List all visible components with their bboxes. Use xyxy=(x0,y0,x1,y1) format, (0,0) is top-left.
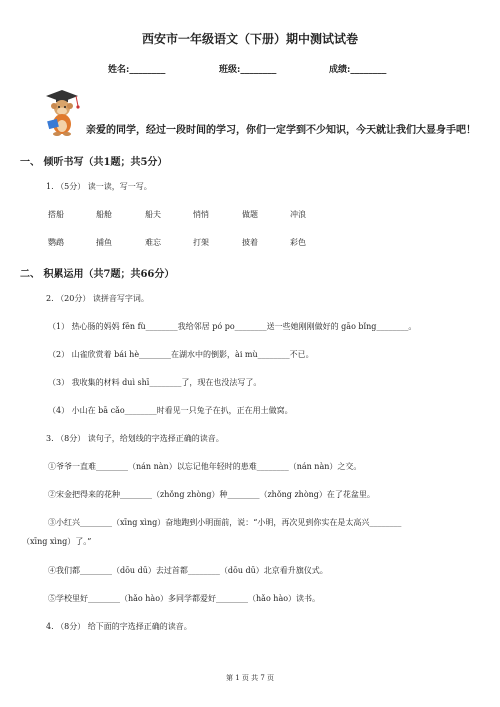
question-3-item-continued: （xīng xìng）了。” xyxy=(22,537,92,546)
word: 做题 xyxy=(242,210,258,219)
question-2-item: （4） 小山在 bā cǎo________时看见一只兔子在扒，正在用土做窝。 xyxy=(48,406,293,415)
word: 难忘 xyxy=(145,238,161,247)
name-field: 姓名:________ xyxy=(108,65,166,75)
mascot-illustration xyxy=(38,86,84,138)
question-3-item: ②宋金把得来的花种________（zhǒng zhòng）种________（zhǒng zhòng）在了花盆里。 xyxy=(48,490,375,499)
word: 彩色 xyxy=(290,238,306,247)
question-3-item: ⑤学校里好________（hǎo hào）多同学都爱好________（hǎo hào）读书。 xyxy=(48,594,321,603)
word: 悄悄 xyxy=(193,210,209,219)
word: 打架 xyxy=(193,238,209,247)
word: 冲浪 xyxy=(290,210,306,219)
question-2: 2. （20分） 读拼音写字词。 xyxy=(46,294,149,303)
question-1: 1. （5分） 读一读，写一写。 xyxy=(46,182,152,191)
word: 船舱 xyxy=(96,210,112,219)
word: 捕鱼 xyxy=(96,238,112,247)
section-2-heading: 二、 积累运用（共7题；共66分） xyxy=(20,269,175,280)
section-1-heading: 一、 倾听书写（共1题；共5分） xyxy=(20,157,168,168)
question-3-item: ④我们都________（dōu dū）去过首都________（dōu dū）北京看升旗仪式。 xyxy=(48,566,328,575)
class-field: 班级:________ xyxy=(219,65,277,75)
question-3-item: ①爷爷一直难________（nán nàn）以忘记他年轻时的患难________（nán nàn）之交。 xyxy=(48,462,362,471)
page-title: 西安市一年级语文（下册）期中测试试卷 xyxy=(141,32,358,46)
question-4: 4. （8分） 给下面的字选择正确的读音。 xyxy=(46,622,192,631)
question-2-item: （1） 热心肠的妈妈 fēn fù________我给邻居 pó po________送一些她刚刚做好的 gāo bǐng________。 xyxy=(48,322,417,331)
question-3: 3. （8分） 读句子，给划线的字选择正确的读音。 xyxy=(46,434,224,443)
word: 披着 xyxy=(242,238,258,247)
intro-text: 亲爱的同学，经过一段时间的学习，你们一定学到不少知识，今天就让我们大显身手吧！ xyxy=(86,125,476,136)
question-2-item: （2） 山雀欣赏着 bái hè________在湖水中的倒影，ài mù________不已。 xyxy=(48,350,314,359)
question-3-item: ③小红兴________（xīng xìng）奋地跑到小明面前，说：“小明，再次见到你实在是太高兴________ xyxy=(48,518,402,527)
word: 鹦鹉 xyxy=(48,238,64,247)
score-field: 成绩:________ xyxy=(329,65,387,75)
page-footer: 第 1 页 共 7 页 xyxy=(225,674,275,682)
word: 船夫 xyxy=(145,210,161,219)
question-2-item: （3） 我收集的材料 duì shī________了，现在也没法写了。 xyxy=(48,378,262,387)
word: 搭船 xyxy=(48,210,64,219)
